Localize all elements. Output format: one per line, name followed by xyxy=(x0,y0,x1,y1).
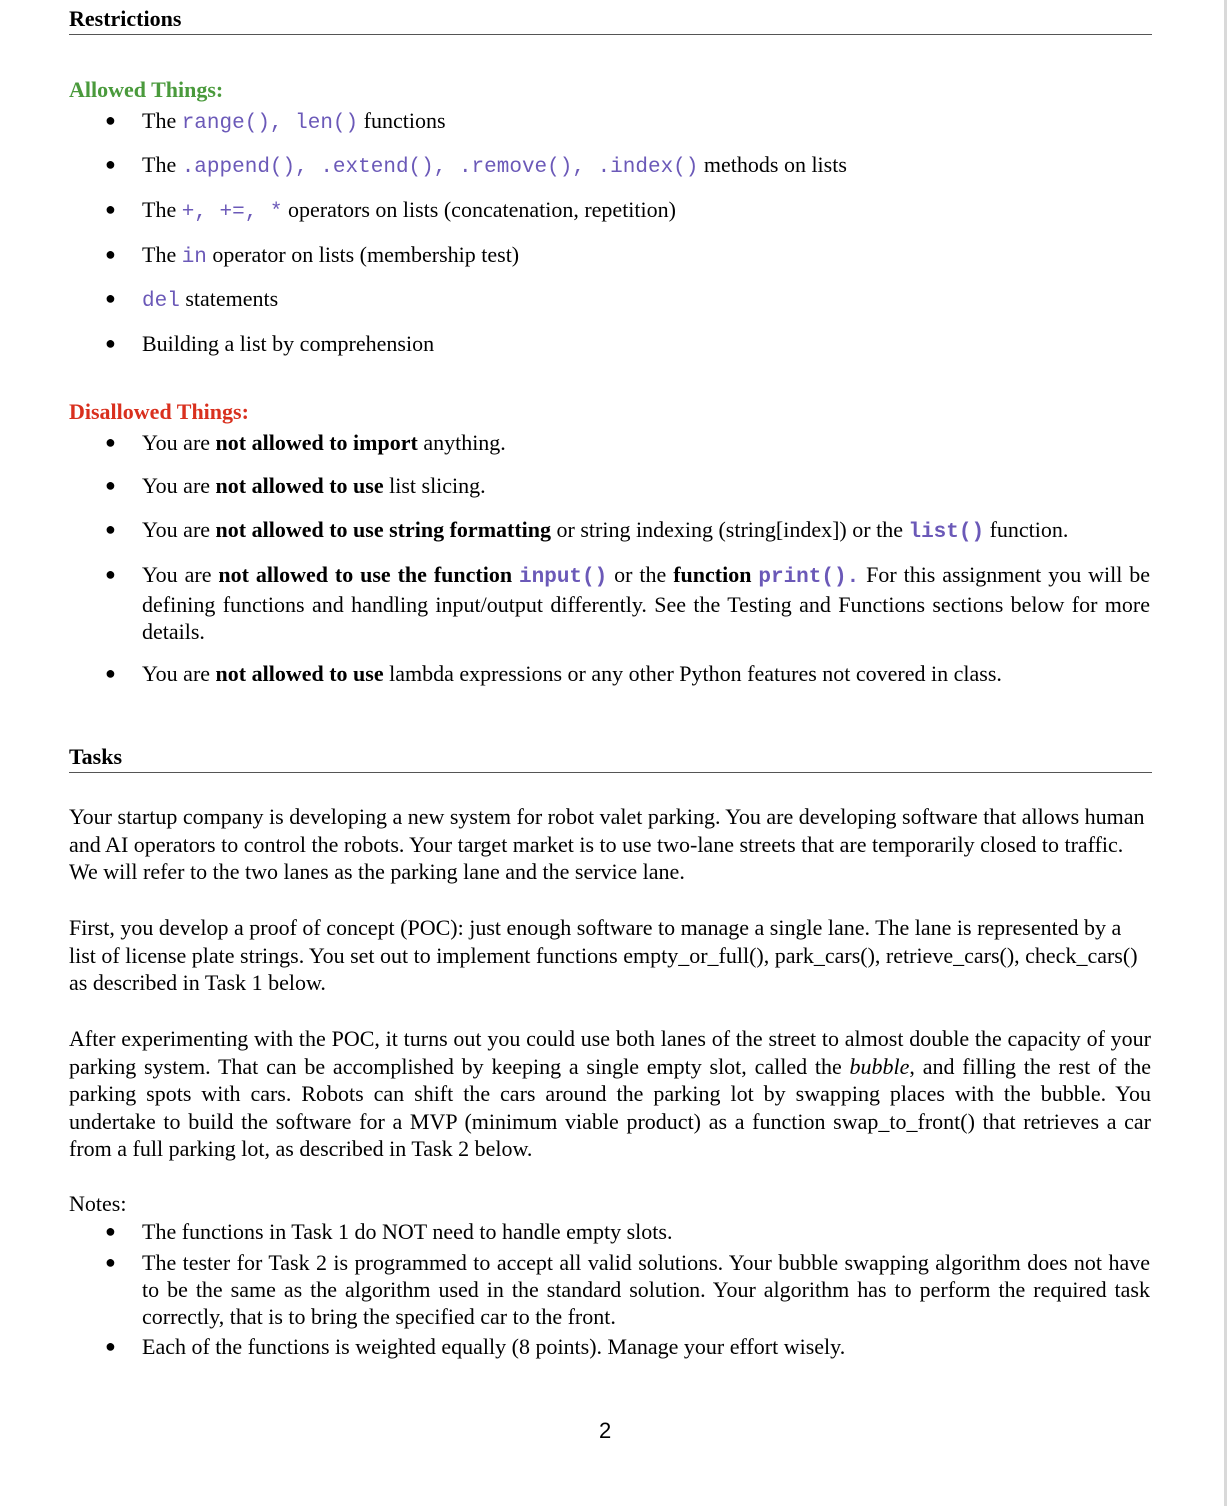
notes-label: Notes: xyxy=(69,1191,127,1216)
restrictions-heading: Restrictions xyxy=(69,6,1152,35)
tasks-paragraph-3: After experimenting with the POC, it turns out you could use both lanes of the street to almost double the capacity of your parking system. That can be accomplished by keeping a single empty slot, called the bubble, and filling the rest of the parking spots with cars. Robots can shift the cars around the parking lot by swapping places with the bubble. You undertake to build the software for a MVP (minimum viable product) as a function swap_to_front() that retrieves a car from a full parking lot, as described in Task 2 below. xyxy=(69,1026,1151,1161)
list-item: ● The tester for Task 2 is programmed to accept all valid solutions. Your bubble swapping algorithm does not have to be the same as the algorithm used in the standard solution. Your algorithm has to perform the required task correctly, that is to bring the specified car to the front. xyxy=(105,1250,1150,1329)
list-item: ● Building a list by comprehension xyxy=(105,331,435,356)
list-item: ● You are not allowed to use the function input() or the function print(). For this assignment you will be defining functions and handling input/output differently. See the Testing and Functions sections below for more details. xyxy=(105,562,1151,644)
list-item: ● The in operator on lists (membership test) xyxy=(105,242,520,269)
list-item: ● You are not allowed to use list slicing. xyxy=(105,473,486,498)
list-item: ● The +, +=, * operators on lists (concatenation, repetition) xyxy=(105,197,676,224)
list-item: ● You are not allowed to import anything. xyxy=(105,430,506,455)
list-item: ● The range(), len() functions xyxy=(105,108,446,135)
list-item: ● You are not allowed to use lambda expressions or any other Python features not covered in class. xyxy=(105,661,1002,686)
disallowed-heading: Disallowed Things: xyxy=(69,399,249,424)
list-item: ● Each of the functions is weighted equally (8 points). Manage your effort wisely. xyxy=(105,1334,846,1359)
list-item: ● del statements xyxy=(105,286,279,313)
list-item: ● The functions in Task 1 do NOT need to handle empty slots. xyxy=(105,1219,673,1244)
tasks-paragraph-1: Your startup company is developing a new system for robot valet parking. You are developing software that allows human and AI operators to control the robots. Your target market is to use two-lane streets that are temporarily closed to traffic. We will refer to the two lanes as the parking lane and the service lane. xyxy=(69,804,1145,884)
tasks-paragraph-2: First, you develop a proof of concept (POC): just enough software to manage a single lane. The lane is represented by a list of license plate strings. You set out to implement functions empty_or_full(), park_cars(), retrieve_cars(), check_cars() as described in Task 1 below. xyxy=(69,915,1138,995)
allowed-heading: Allowed Things: xyxy=(69,77,224,102)
tasks-heading: Tasks xyxy=(69,744,1152,773)
page-number: 2 xyxy=(599,1418,612,1443)
list-item: ● You are not allowed to use string formatting or string indexing (string[index]) or the list() function. xyxy=(105,517,1069,544)
list-item: ● The .append(), .extend(), .remove(), .index() methods on lists xyxy=(105,152,847,179)
